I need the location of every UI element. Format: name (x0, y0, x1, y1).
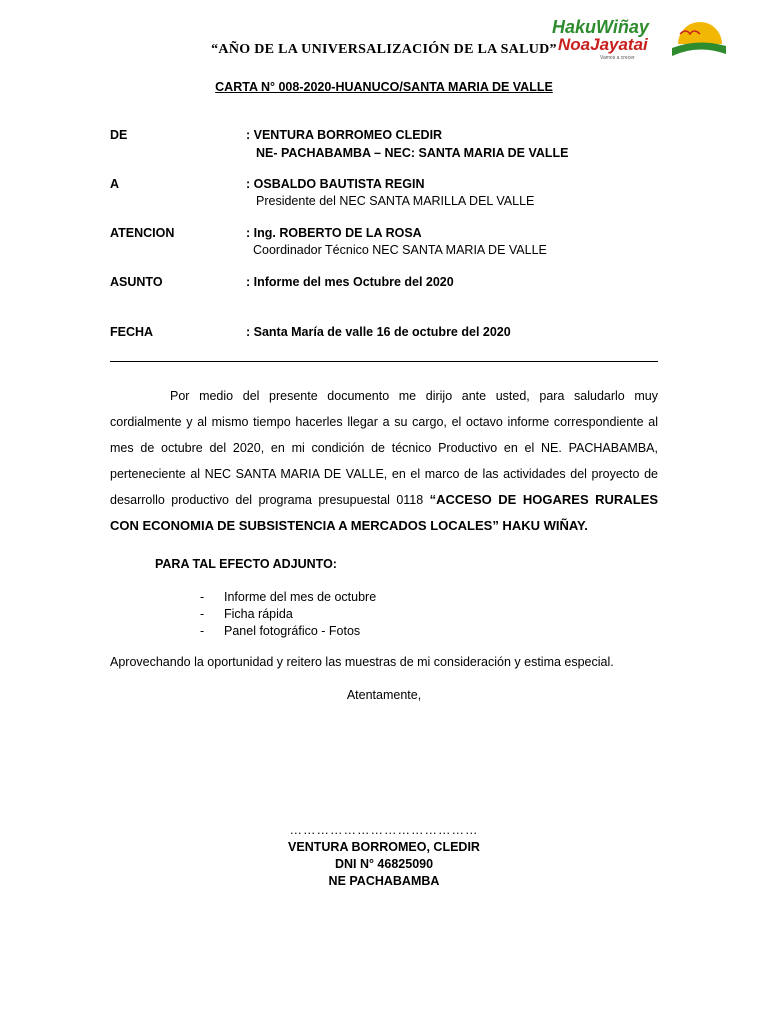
field-label-a: A (110, 177, 120, 191)
field-value-atencion: : Ing. ROBERTO DE LA ROSA (246, 226, 422, 240)
field-label-asunto: ASUNTO (110, 275, 163, 289)
body-paragraph (110, 383, 658, 539)
signer-name: VENTURA BORROMEO, CLEDIR (288, 840, 480, 854)
field-value-asunto: : Informe del mes Octubre del 2020 (246, 275, 454, 289)
field-sub-atencion: Coordinador Técnico NEC SANTA MARIA DE VALLE (253, 243, 547, 257)
regards: Atentamente, (346, 688, 422, 702)
header-divider (110, 361, 658, 362)
field-label-atencion: ATENCION (110, 226, 175, 240)
signer-dni: DNI N° 46825090 (334, 857, 434, 871)
document-motto: “AÑO DE LA UNIVERSALIZACIÓN DE LA SALUD” (211, 42, 557, 57)
letter-reference: CARTA N° 008-2020-HUANUCO/SANTA MARIA DE VALLE (215, 80, 553, 94)
list-item: - Ficha rápida (200, 606, 376, 623)
sun-logo-icon (548, 14, 728, 60)
field-value-de: : VENTURA BORROMEO CLEDIR (246, 128, 443, 142)
field-sub-de: NE- PACHABAMBA – NEC: SANTA MARIA DE VALLE (256, 146, 569, 160)
field-value-fecha: : Santa María de valle 16 de octubre del 2020 (246, 325, 511, 339)
closing-sentence: Aprovechando la oportunidad y reitero las muestras de mi consideración y estima especial. (110, 655, 614, 669)
signature-block (0, 822, 768, 890)
field-sub-a: Presidente del NEC SANTA MARILLA DEL VALLE (256, 194, 535, 208)
attachments-list (200, 589, 376, 640)
list-item: - Informe del mes de octubre (200, 589, 376, 606)
program-name: “ACCESO DE HOGARES RURALES CON ECONOMIA DE SUBSISTENCIA A MERCADOS LOCALES” HAKU WIÑAY. (110, 492, 658, 533)
signer-place: NE PACHABAMBA (328, 874, 440, 888)
list-item: - Panel fotográfico - Fotos (200, 623, 376, 640)
field-label-fecha: FECHA (110, 325, 154, 339)
attachments-heading: PARA TAL EFECTO ADJUNTO: (155, 557, 337, 571)
signature-line: …………………………………… (289, 823, 479, 837)
logo-line2: NoaJayatai (558, 35, 648, 54)
logo-line1: HakuWiñay (552, 17, 649, 37)
field-label-de: DE (110, 128, 128, 142)
logo-tagline: Vamos a crecer (600, 55, 635, 60)
body-text: Por medio del presente documento me dirijo ante usted, para saludarlo muy cordialmente y al mismo tiempo hacerles llegar a su cargo, el octavo informe correspondiente al mes de octubre del 2020, en mi condición de técnico Productivo en el NE. PACHABAMBA, perteneciente al NEC SANTA MARIA DE VALLE, en el marco de las actividades del proyecto de desarrollo productivo del programa presupuestal 0118 (110, 389, 658, 507)
field-value-a: : OSBALDO BAUTISTA REGIN (246, 177, 425, 191)
haku-winay-logo (548, 14, 728, 60)
